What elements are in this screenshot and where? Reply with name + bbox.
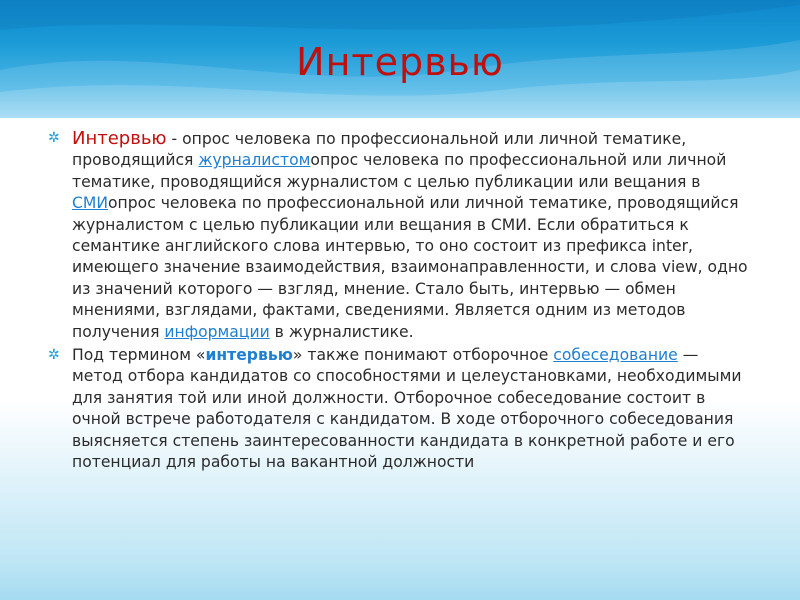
bullet-icon: ✲ bbox=[48, 130, 60, 146]
link-smi[interactable]: СМИ bbox=[72, 194, 109, 213]
link-sobesedovanie[interactable]: собеседование bbox=[553, 346, 678, 365]
para1-text-4: в журналистике. bbox=[269, 322, 414, 341]
link-information[interactable]: информации bbox=[164, 322, 270, 341]
header-banner bbox=[0, 0, 800, 118]
para1-text-2: опрос человека по профессиональной или личной тематике, проводящийся журналистом с целью публикации или вещания в bbox=[72, 151, 727, 191]
paragraph-definition bbox=[48, 128, 748, 343]
para1-text-1: - опрос человека по профессиональной или личной тематике, проводящийся bbox=[72, 130, 687, 170]
para2-text-3: — метод отбора кандидатов со способностями и целеустановками, необходимыми для занятия той или иной должности. Отборочное собеседование состоит в очной встрече работодателя с кандидатом. В ходе отборочного собеседования выясняется степень заинтересованности кандидата в конкретной работе и его потенциал для работы на вакантной должности bbox=[72, 346, 742, 472]
slide-body bbox=[48, 128, 748, 476]
para1-text-3: опрос человека по профессиональной или личной тематике, проводящийся журналистом с целью публикации или вещания в СМИ. Если обратиться к семантике английского слова интервью, то оно состоит из префикса inter, имеющего значение взаимодействия, взаимонаправленности, и слова view, одно из значений которого — взгляд, мнение. Стало быть, интервью — обмен мнениями, взглядами, фактами, сведениями. Является одним из методов получения bbox=[72, 194, 748, 341]
bullet-icon: ✲ bbox=[48, 347, 60, 364]
para2-text-2: » также понимают отборочное bbox=[292, 346, 554, 365]
slide-title: Интервью bbox=[296, 40, 504, 84]
para2-text-1: Под термином « bbox=[72, 346, 206, 365]
paragraph-interview-selection bbox=[48, 345, 748, 473]
link-interview[interactable]: интервью bbox=[205, 346, 293, 365]
term-interview: Интервью bbox=[72, 128, 167, 149]
link-journalist[interactable]: журналистом bbox=[198, 151, 311, 170]
